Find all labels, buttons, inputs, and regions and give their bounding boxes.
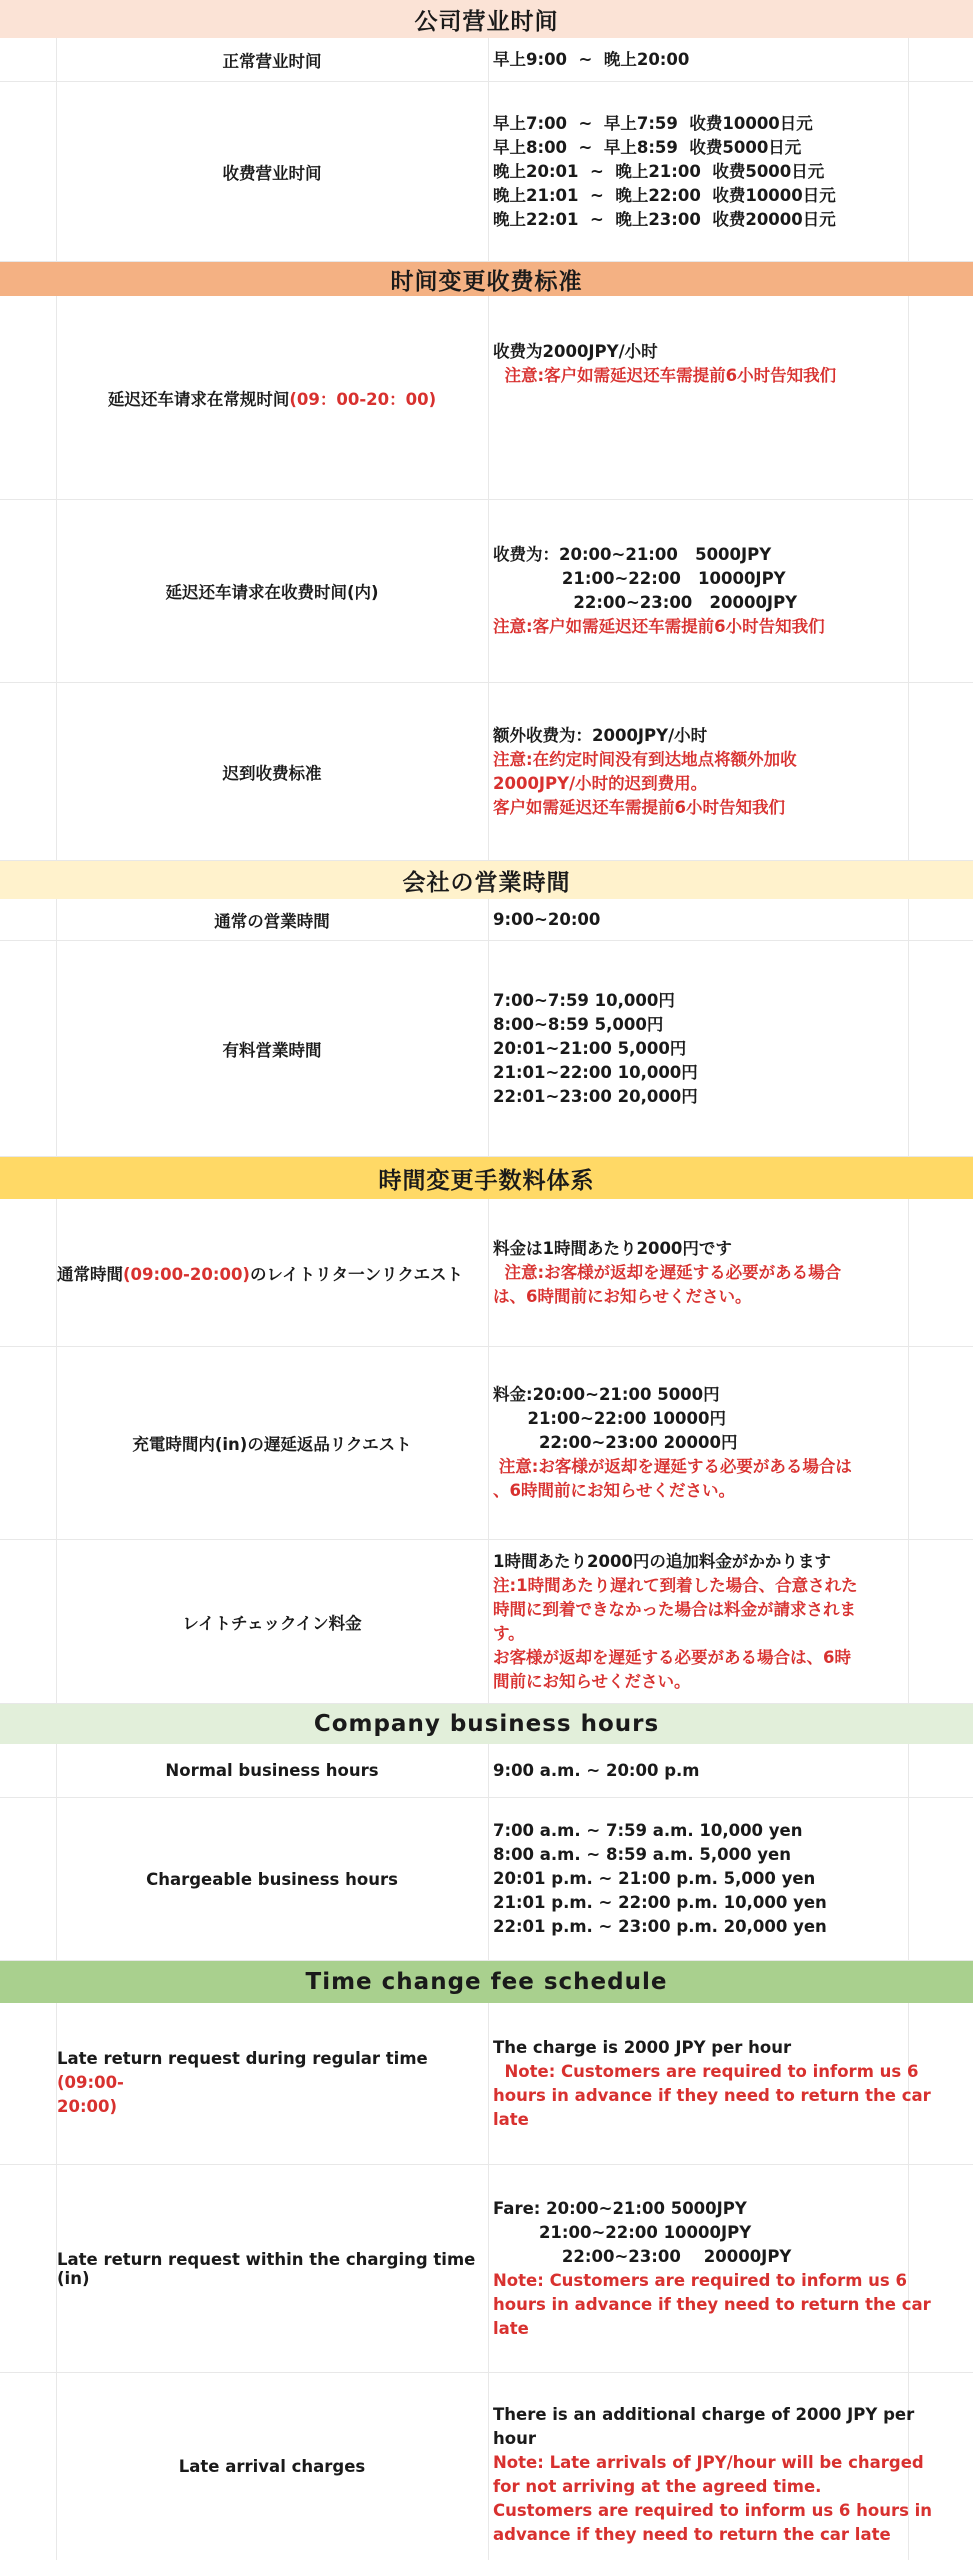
jp-normal-hours-value: 9:00~20:00: [493, 909, 601, 929]
en-late-regular-value: The charge is 2000 JPY per hour Note: Customers are required to inform us 6 hours in advance if they need to return the car late: [493, 2037, 931, 2129]
cn-late-arrival-value: 额外收费为：2000JPY/小时 注意:在约定时间没有到达地点将额外加收 2000JPY/小时的迟到费用。 客户如需延迟还车需提前6小时告知我们: [493, 725, 797, 817]
jp-late-arrival-label: レイトチェックイン料金: [182, 1613, 362, 1633]
jp-charge-hours-row: [0, 941, 973, 1157]
jp-hours-header: 会社の営業時間: [0, 861, 973, 899]
jp-late-arrival-row: [0, 1540, 973, 1704]
en-normal-hours-row: [0, 1744, 973, 1798]
en-late-charge-value: Fare: 20:00~21:00 5000JPY 21:00~22:00 10000JPY 22:00~23:00 20000JPY Note: Customers are required to inform us 6 hours in advance if they need to return the car late: [493, 2198, 931, 2338]
jp-charge-hours-label: 有料営業時間: [222, 1040, 322, 1060]
en-late-arrival-label: Late arrival charges: [178, 2457, 366, 2476]
cn-late-regular-row: [0, 296, 973, 500]
jp-fee-header: 時間変更手数料体系: [0, 1157, 973, 1199]
jp-charge-hours-value: 7:00~7:59 10,000円 8:00~8:59 5,000円 20:01~21:00 5,000円 21:01~22:00 10,000円 22:01~23:00 20,000円: [493, 990, 698, 1106]
jp-late-regular-label: 通常時間(09:00-20:00)のレイトリタ一ンリクエスト: [57, 1264, 463, 1284]
en-charge-hours-value: 7:00 a.m. ~ 7:59 a.m. 10,000 yen 8:00 a.m. ~ 8:59 a.m. 5,000 yen 20:01 p.m. ~ 21:00 p.m. 5,000 yen 21:01 p.m. ~ 22:00 p.m. 10,000 yen 22:01 p.m. ~ 23:00 p.m. 20,000 yen: [493, 1821, 827, 1936]
en-late-regular-row: [0, 2003, 973, 2165]
cn-charge-hours-row: [0, 82, 973, 262]
jp-late-charge-label: 充電時間内(in)の遅延返品リクエスト: [132, 1435, 412, 1454]
jp-late-regular-row: [0, 1199, 973, 1347]
jp-normal-hours-row: [0, 899, 973, 941]
cn-late-charge-value: 收费为：20:00~21:00 5000JPY 21:00~22:00 10000JPY 22:00~23:00 20000JPY 注意:客户如需延迟还车需提前6小时告知我们: [493, 545, 825, 636]
jp-late-regular-value: 料金は1時間あたり2000円です 注意:お客様が返却を遅延する必要がある場合 は、6時間前にお知らせください。: [493, 1238, 842, 1306]
cn-late-regular-label: 延迟还车请求在常规时间 (09：00-20：00): [107, 389, 437, 409]
cn-hours-header: 公司营业时间: [0, 0, 973, 38]
en-late-arrival-value: There is an additional charge of 2000 JPY per hour Note: Late arrivals of JPY/hour will be charged for not arriving at the agreed time. Customers are required to inform us 6 hours in advance if they need to return the car late: [493, 2405, 933, 2544]
cn-charge-hours-label: 收费营业时间: [222, 163, 322, 183]
en-hours-header: Company business hours: [0, 1704, 973, 1744]
en-charge-hours-label: Chargeable business hours: [146, 1869, 398, 1889]
cn-charge-hours-value: 早上7:00 ~ 早上7:59 收费10000日元 早上8:00 ~ 早上8:59 收费5000日元 晚上20:01 ~ 晚上21:00 收费5000日元 晚上21:01 ~ 晚上22:00 收费10000日元 晚上22:01 ~ 晚上23:00 收费20000日元: [493, 113, 836, 229]
cn-late-charge-label: 延迟还车请求在收费时间(内): [165, 583, 379, 602]
cn-normal-hours-value: 早上9:00 ~ 晚上20:00: [493, 49, 690, 69]
cn-late-arrival-label: 迟到收费标准: [222, 763, 322, 783]
jp-normal-hours-label: 通常の営業時間: [214, 911, 330, 931]
cn-late-arrival-row: [0, 683, 973, 861]
en-fee-header: Time change fee schedule: [0, 1961, 973, 2003]
en-late-arrival-row: [0, 2373, 973, 2560]
jp-late-arrival-value: 1時間あたり2000円の追加料金がかかります 注:1時間あたり遅れて到着した場合、合意された 時間に到着できなかった場合は料金が請求されま す。 お客様が返却を遅延する必要がある場合は、6時 間前にお知らせください。: [493, 1551, 858, 1691]
cn-fee-header: 时间变更收费标准: [0, 262, 973, 296]
jp-late-charge-row: [0, 1347, 973, 1540]
en-normal-hours-value: 9:00 a.m. ~ 20:00 p.m: [493, 1760, 700, 1780]
cn-normal-hours-row: [0, 38, 973, 82]
cn-normal-hours-label: 正常营业时间: [222, 51, 322, 71]
en-late-regular-label: Late return request during regular time (09:00- 20:00): [57, 2049, 428, 2116]
en-normal-hours-label: Normal business hours: [165, 1761, 379, 1780]
cn-late-regular-value: 收费为2000JPY/小时 注意:客户如需延迟还车需提前6小时告知我们: [493, 342, 837, 385]
en-late-charge-row: [0, 2165, 973, 2373]
en-late-charge-label: Late return request within the charging time (in): [57, 2249, 476, 2288]
en-charge-hours-row: [0, 1798, 973, 1961]
jp-late-charge-value: 料金:20:00~21:00 5000円 21:00~22:00 10000円 22:00~23:00 20000円 注意:お客様が返却を遅延する必要がある場合は 、6時間前にお知らせください。: [493, 1385, 852, 1500]
cn-late-charge-row: [0, 500, 973, 683]
